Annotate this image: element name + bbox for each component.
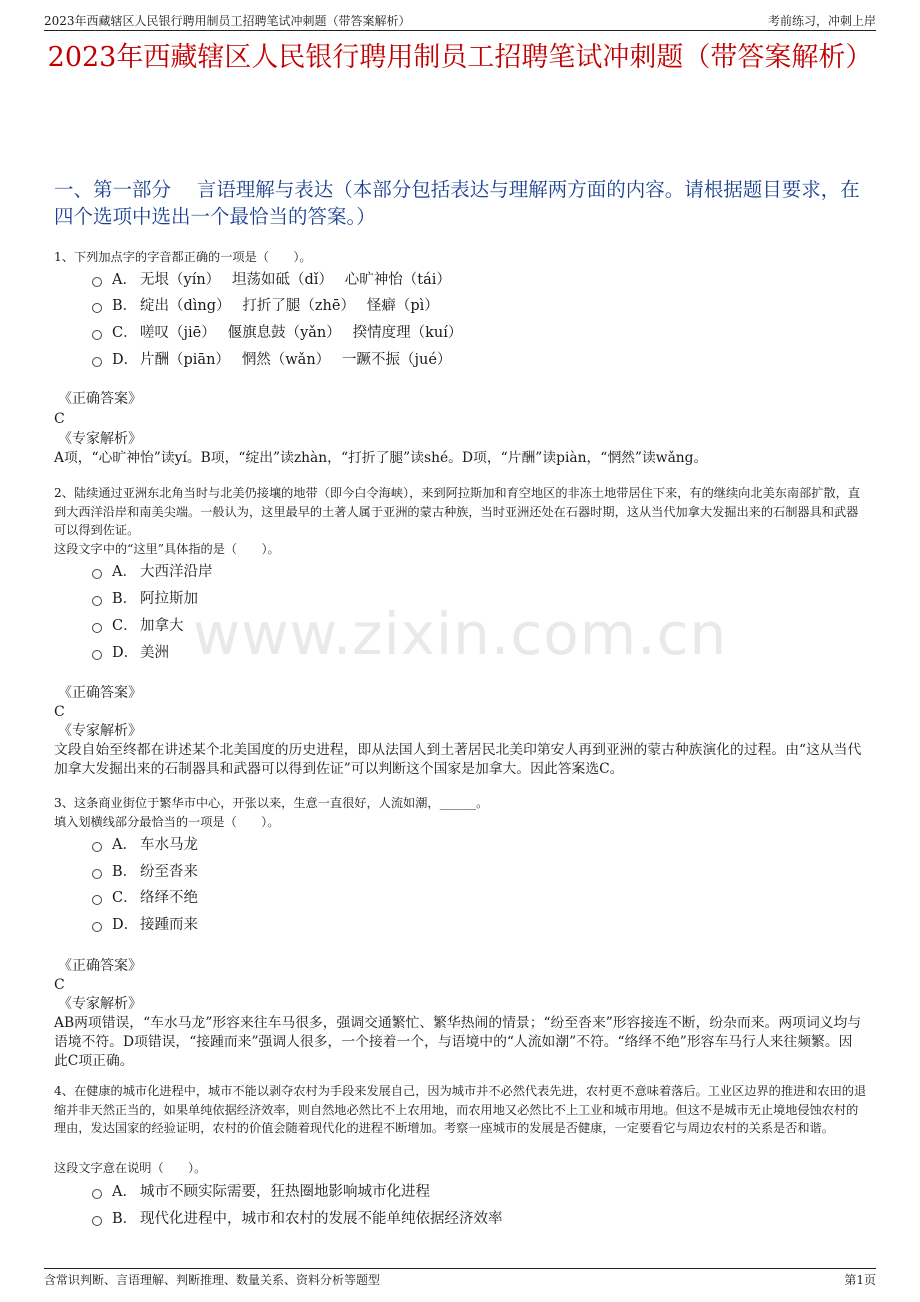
header-left: 2023年西藏辖区人民银行聘用制员工招聘笔试冲刺题（带答案解析）: [44, 14, 411, 28]
question-2-option-d[interactable]: D． 美洲: [92, 643, 169, 663]
question-3-option-d[interactable]: D． 接踵而来: [92, 915, 198, 935]
radio-icon[interactable]: [92, 650, 102, 660]
question-1-option-b[interactable]: B． 绽出（dìng） 打折了腿（zhē） 怪癖（pì）: [92, 296, 439, 316]
question-2-option-a[interactable]: A． 大西洋沿岸: [92, 562, 213, 582]
radio-icon[interactable]: [92, 623, 102, 633]
header-right: 考前练习，冲刺上岸: [767, 14, 876, 28]
question-1-option-d[interactable]: D． 片酬（piān） 惘然（wǎn） 一蹶不振（jué）: [92, 350, 451, 370]
radio-icon[interactable]: [92, 842, 102, 852]
question-3-analysis: AB两项错误，“车水马龙”形容来往车马很多，强调交通繁忙、繁华热闹的情景；“纷至沓来”形容接连不断，纷杂而来。两项词义均与语境不符。D项错误，“接踵而来”强调人很多，一个接着一个，与语境中的“人流如潮”不符。“络绎不绝”形容车马行人来往频繁。因此C项正确。: [54, 1015, 862, 1069]
question-4-option-a[interactable]: A． 城市不顾实际需要，狂热圈地影响城市化进程: [92, 1182, 430, 1202]
radio-icon[interactable]: [92, 569, 102, 579]
section-heading: 一、第一部分 言语理解与表达（本部分包括表达与理解两方面的内容。请根据题目要求，在四个选项中选出一个最恰当的答案。）: [54, 178, 860, 228]
question-1-answer: C: [54, 411, 65, 427]
radio-icon[interactable]: [92, 330, 102, 340]
question-4-option-b[interactable]: B． 现代化进程中，城市和农村的发展不能单纯依据经济效率: [92, 1209, 503, 1229]
expert-label: 《专家解析》: [58, 996, 142, 1012]
expert-label: 《专家解析》: [58, 431, 142, 447]
radio-icon[interactable]: [92, 357, 102, 367]
question-2-option-c[interactable]: C． 加拿大: [92, 616, 184, 636]
question-4-prompt: 这段文字意在说明（ ）。: [54, 1161, 207, 1175]
question-3-stem: 3、这条商业街位于繁华市中心，开张以来，生意一直很好，人流如潮，______。: [54, 796, 489, 810]
question-2-analysis: 文段自始至终都在讲述某个北美国度的历史进程，即从法国人到土著居民北美印第安人再到亚洲的蒙古种族演化的过程。由“这从当代加拿大发掘出来的石制器具和武器可以得到佐证”可以判断这个国家是加拿大。因此答案选C。: [54, 742, 862, 777]
question-3-prompt: 填入划横线部分最恰当的一项是（ ）。: [54, 815, 280, 829]
radio-icon[interactable]: [92, 869, 102, 879]
question-1-analysis: A项，“心旷神怡”读yí。B项，“绽出”读zhàn，“打折了腿”读shé。D项，“片酬”读piàn，“惘然”读wǎng。: [54, 450, 708, 466]
answer-label: 《正确答案》: [58, 391, 142, 407]
question-3-option-c[interactable]: C． 络绎不绝: [92, 888, 198, 908]
question-2-prompt: 这段文字中的“这里”具体指的是（ ）。: [54, 542, 280, 556]
question-3-option-a[interactable]: A． 车水马龙: [92, 835, 198, 855]
answer-label: 《正确答案》: [58, 685, 142, 701]
answer-label: 《正确答案》: [58, 958, 142, 974]
question-3-answer: C: [54, 977, 65, 993]
question-2-stem: 2、陆续通过亚洲东北角当时与北美仍接壤的地带（即今白令海峡），来到阿拉斯加和育空地区的非冻土地带居住下来，有的继续向北美东南部扩散，直到大西洋沿岸和南美尖端。一般认为，这里最早的土著人属于亚洲的蒙古种族，当时亚洲还处在石器时期，这从当代加拿大发掘出来的石制器具和武器可以得到佐证。: [54, 486, 861, 537]
radio-icon[interactable]: [92, 1216, 102, 1226]
question-1-stem: 1、下列加点字的字音都正确的一项是（ ）。: [54, 250, 312, 264]
radio-icon[interactable]: [92, 895, 102, 905]
page-number: 第1页: [844, 1273, 876, 1287]
document-title: 2023年西藏辖区人民银行聘用制员工招聘笔试冲刺题（带答案解析）: [47, 42, 873, 73]
expert-label: 《专家解析》: [58, 723, 142, 739]
radio-icon[interactable]: [92, 303, 102, 313]
page-header: [44, 12, 876, 31]
question-1-option-c[interactable]: C． 嗟叹（jiē） 偃旗息鼓（yǎn） 揆情度理（kuí）: [92, 323, 462, 343]
footer-left: 含常识判断、言语理解、判断推理、数量关系、资料分析等题型: [44, 1273, 381, 1287]
watermark: www.zixin.com.cn: [192, 600, 728, 668]
page-footer: [44, 1268, 876, 1287]
radio-icon[interactable]: [92, 277, 102, 287]
question-2-option-b[interactable]: B． 阿拉斯加: [92, 589, 198, 609]
question-4-stem: 4、在健康的城市化进程中，城市不能以剥夺农村为手段来发展自己，因为城市并不必然代表先进，农村更不意味着落后。工业区边界的推进和农田的退缩并非天然正当的，如果单纯依据经济效率，则自然地必然比不上农用地，而农用地又必然比不上工业和城市用地。但这不是城市无止境地侵蚀农村的理由，发达国家的经验证明，农村的价值会随着现代化的进程不断增加。考察一座城市的发展是否健康，一定要看它与周边农村的关系是否和谐。: [54, 1084, 867, 1135]
question-1-option-a[interactable]: A． 无垠（yín） 坦荡如砥（dǐ） 心旷神怡（tái）: [92, 270, 451, 290]
radio-icon[interactable]: [92, 922, 102, 932]
radio-icon[interactable]: [92, 1189, 102, 1199]
radio-icon[interactable]: [92, 596, 102, 606]
question-3-option-b[interactable]: B． 纷至沓来: [92, 862, 198, 882]
question-2-answer: C: [54, 704, 65, 720]
